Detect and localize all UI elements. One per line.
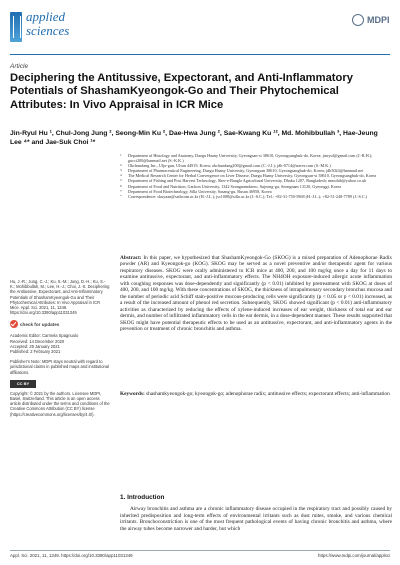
- published-date: Published: 2 February 2021: [10, 349, 61, 355]
- keywords-text: shashamkyeongok-go; kyeongok-go; adenophorae radix; antitussive effects; expectorant effects; anti-inflammation: [146, 391, 390, 397]
- affiliation-text: Okchundang Inc., Ulju-gun, Ulsan 44919, Korea; okchundang200@gmail.com (C.-J.J.); jdh-0714@naver.com (S.-M.K.): [128, 163, 331, 169]
- affiliation-mark: 4: [120, 173, 122, 178]
- affiliation-text: Department of Pharmaceutical Engineering, Daegu Haany University, Gyeongsan 38610, Gyeongsangbuk-do, Korea; jdh3024@hanmail.net: [128, 168, 364, 174]
- affiliation-mark: *: [120, 193, 122, 198]
- affiliation-text: Department of Histology and Anatomy, Daegu Haany University, Gyeongsan-si 38610, Gyeongsangbuk-do, Korea; jinryul@gmail.com (J.-R.H.); gucci200@hanmail.net (S.-K.K.): [128, 153, 373, 164]
- header-divider: [10, 54, 390, 55]
- keywords-label: Keywords:: [120, 391, 145, 397]
- affiliation-text: Department of Fishing and Post Harvest Technology, Sher-e-Bangla Agricultural University, Dhaka 1207, Bangladesh; mmohib@yahoo.co.uk: [128, 178, 367, 184]
- publisher-logo: [352, 14, 392, 26]
- abstract: [120, 255, 392, 332]
- journal-name: applied sciences: [26, 9, 70, 38]
- academic-editor: Academic Editor: Carmela Spagnuolo: [10, 333, 79, 339]
- publisher-note: Publisher's Note: MDPI stays neutral with regard to jurisdictional claims in published maps and institutional affiliations.: [10, 359, 109, 375]
- correspondence-text: Correspondence: skuyaan@sathcom.ac.kr (H.-J.L.); jsc1008@silla.ac.kr (J.-S.C.); Tel.: +82-31-750-5968 (H.-J.L.); +82-51-248-7789 (J.-S.C.): [128, 193, 368, 199]
- affiliation-mark: 5: [120, 178, 122, 183]
- affiliation-mark: 1: [120, 153, 122, 157]
- affiliation-mark: 7: [120, 188, 122, 193]
- accepted-date: Accepted: 29 January 2021: [10, 343, 60, 349]
- affiliation-item: [120, 153, 392, 163]
- article-title: Deciphering the Antitussive, Expectorant, and Anti-Inflammatory Potentials of ShashamKyeongok-Go and Their Phytochemical Attributes: In Vivo Appraisal in ICR Mice: [10, 72, 353, 111]
- check-updates-button[interactable]: [10, 320, 110, 328]
- introduction-paragraph: Airway bronchitis and asthma are a chronic inflammatory disease occupied in the respiratory tract and possibly caused by inherited predisposition and long-term effects of environmental irritants such as dust mites, smoke, and various chemical irritants. Bronchoconstriction is one of the most frequent pathological events of having chronic bronchitis and asthma, where the airway tubes become narrower and harder, but which: [120, 506, 392, 532]
- keywords: [120, 391, 392, 397]
- section-heading: 1. Introduction: [120, 494, 165, 501]
- affiliation-mark: 3: [120, 168, 122, 173]
- affiliation-text: Department of Food and Nutrition, Gachon University, 1342 Seongnamdaero, Sujeong-gu, Seongnam 13120, Gyeonggi, Korea: [128, 183, 342, 189]
- affiliations: [120, 153, 392, 199]
- mdpi-logo-icon: [352, 14, 364, 26]
- received-date: Received: 14 December 2020: [10, 338, 65, 344]
- abstract-label: Abstract:: [120, 255, 142, 261]
- footer-citation[interactable]: Appl. Sci. 2021, 11, 1349. https://doi.org/10.3390/app11031349: [10, 553, 133, 558]
- citation-block: Hu, J.-R.; Jung, C.-J.; Ku, S.-M.; Jung, D.-H.; Ku, S.-K.; Mohibbullah, M.; Lee, H.-J.; Choi, J.-S. Deciphering the Antitussive, Expectorant, and Anti-Inflammatory Potentials of ShashamKyeongok-Go and Their Phytochemical Attributes: In Vivo Appraisal in ICR Mice. Appl. Sci. 2021, 11, 1349. https://doi.org/10.3390/app11031349: [10, 279, 110, 316]
- cc-license-badge[interactable]: CC BY: [10, 380, 36, 388]
- footer-journal-link[interactable]: https://www.mdpi.com/journal/applsci: [318, 553, 390, 558]
- abstract-text: In this paper, we hypothesized that ShashamKyeongok-Go (SKOG) is a mixed preparation of Adenophorae Radix powder (AR) and Kyeongok-go (KOG). SKOG may be served as a novel preventive and/or therapeutic agent for various respiratory diseases. SKOG were orally administered to ICR mice at 400, 200, and 100 mg/kg once a day for 11 days to examine antitussive, expectorant, and anti-inflammatory effects. The NH4OH exposure-induced allergic acute inflammation with coughing responses was dose-dependently and significantly (p < 0.01) inhibited by pretreatment with SKOG at doses of 400, 200, and 100 mg/kg. With these concentrations of SKOG, the thickness of intrapulmonary secondary bronchus mucosa and the number of periodic acid Schiff stain-positive mucous-producing cells were significantly (p < 0.05 or p < 0.01) increased, as a result of the increased amount of phenol red secretion. Subsequently, SKOG showed significant (p < 0.01) anti-inflammatory activities as characterized by reducing the effects of xylene-induced increases of ear weight, thickness of total ear and ear dermis, and number of infiltrated inflammatory cells in the ear dermis, in a dose-dependent manner. These results supported that SKOG might have potential therapeutic effects to be used as an antitussive, expectorant, and anti-inflammatory agents in the prevention or treatment of chronic bronchitis and asthma.: [120, 255, 392, 332]
- dates-block: [10, 333, 110, 354]
- affiliation-mark: 6: [120, 183, 122, 188]
- journal-logo: [10, 6, 105, 50]
- check-updates-icon: [10, 320, 18, 328]
- article-sidebar: [10, 279, 110, 422]
- correspondence-item: [120, 194, 392, 199]
- author-list: Jin-Ryul Hu ¹, Chul-Jong Jung ², Seong-Min Ku ², Dae-Hwa Jung ², Sae-Kwang Ku ¹², Md. Mohibbullah ³, Hae-Jeung Lee ⁴* and Jae-Suk Choi ¹*: [10, 130, 378, 146]
- copyright-block: Copyright: © 2021 by the authors. Licensee MDPI, Basel, Switzerland. This article is an open access article distributed under the terms and conditions of the Creative Commons Attribution (CC BY) license (https://creativecommons.org/licenses/by/4.0/).: [10, 390, 110, 417]
- affiliation-text: Department of Food Biotechnology, Silla University, Sasang-gu, Busan 46958, Korea: [128, 188, 272, 194]
- article-type: Article: [10, 63, 29, 70]
- affiliation-mark: 2: [120, 163, 122, 168]
- journal-logo-icon: [10, 12, 22, 42]
- check-updates-label: check for updates: [20, 321, 60, 327]
- footer-divider: [10, 550, 390, 551]
- affiliation-text: The Medical Research Center for Herbal Convergence on Liver Disease, Daegu Haany University, Gyeongsan-si 38610, Gyeongsangbuk-do, Korea: [128, 173, 377, 179]
- publisher-name: MDPI: [367, 15, 390, 25]
